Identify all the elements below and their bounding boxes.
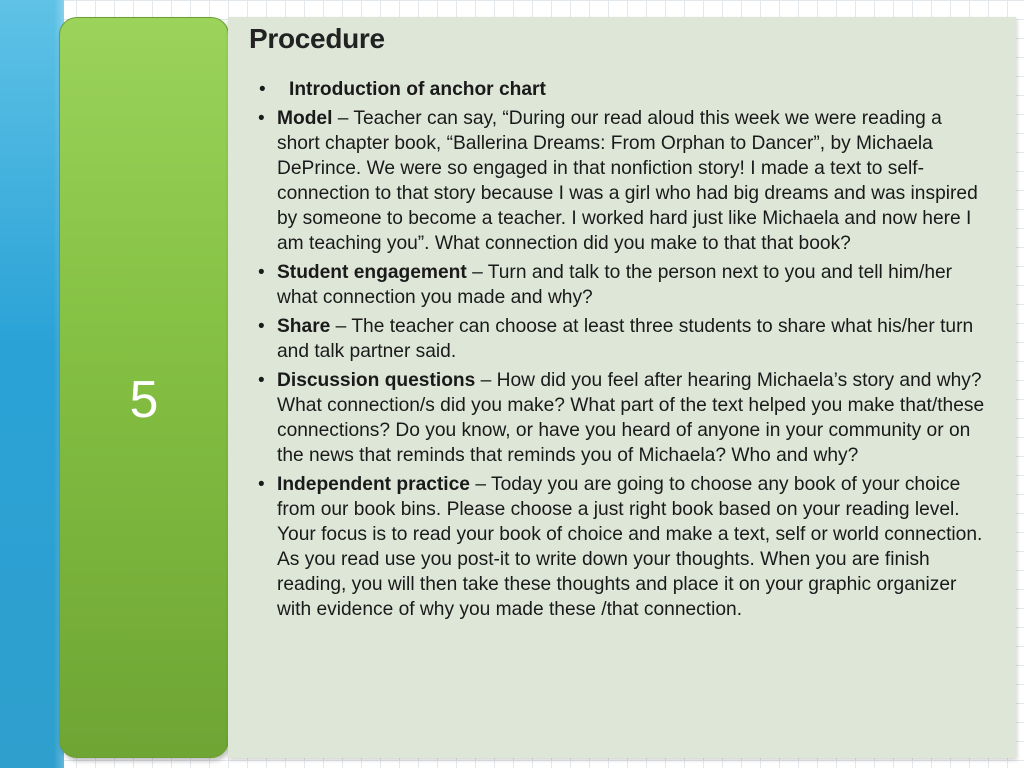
item-heading: Introduction of anchor chart <box>289 79 546 100</box>
list-item <box>258 314 988 364</box>
item-body: – Turn and talk to the person next to you and tell him/her what connection you made and why? <box>277 262 953 308</box>
item-body: – The teacher can choose at least three students to share what his/her turn and talk partner said. <box>277 316 974 362</box>
list-item <box>258 472 988 622</box>
bullet-icon: • <box>258 474 265 495</box>
page-title: Procedure <box>249 23 385 54</box>
list-item <box>258 106 988 256</box>
content-panel <box>228 17 1016 758</box>
list-item <box>258 77 988 102</box>
list-item <box>258 260 988 310</box>
bullet-icon: • <box>258 262 265 283</box>
list-item <box>258 368 988 468</box>
item-body: – Today you are going to choose any book of your choice from our book bins. Please choose a just right book based on your reading level. Your focus is to read your book of choice and make a text, self or world connection. As you read use you post-it to write down your thoughts. When you are finish reading, you will then take these thoughts and place it on your graphic organizer with evidence of why you made these /that connection. <box>277 474 983 620</box>
item-body: – Teacher can say, “During our read aloud this week we were reading a short chapter book, “Ballerina Dreams: From Orphan to Dancer”, by Michaela DePrince. We were so engaged in that nonfiction story! I made a text to self-connection to that story because I was a girl who had big dreams and was inspired by someone to become a teacher. I worked hard just like Michaela and now here I am teaching you”. What connection did you make to that that book? <box>277 108 978 254</box>
item-heading: Student engagement <box>277 262 467 283</box>
bullet-icon: • <box>258 316 265 337</box>
slide-number: 5 <box>129 371 159 429</box>
item-body: – How did you feel after hearing Michaela’s story and why? What connection/s did you make? What part of the text helped you make that/these connections? Do you know, or have you heard of anyone in your community or on the news that reminds that reminds you of Michaela? Who and why? <box>277 370 985 466</box>
left-accent-strip <box>0 0 64 768</box>
item-heading: Model <box>277 108 333 129</box>
bullet-icon: • <box>258 108 265 129</box>
item-heading: Share <box>277 316 331 337</box>
item-heading: Discussion questions <box>277 370 476 391</box>
slide-number-tab <box>59 17 229 758</box>
item-heading: Independent practice <box>277 474 470 495</box>
bullet-icon: • <box>258 370 265 391</box>
bullet-icon: • <box>259 79 266 100</box>
procedure-list <box>258 77 988 626</box>
